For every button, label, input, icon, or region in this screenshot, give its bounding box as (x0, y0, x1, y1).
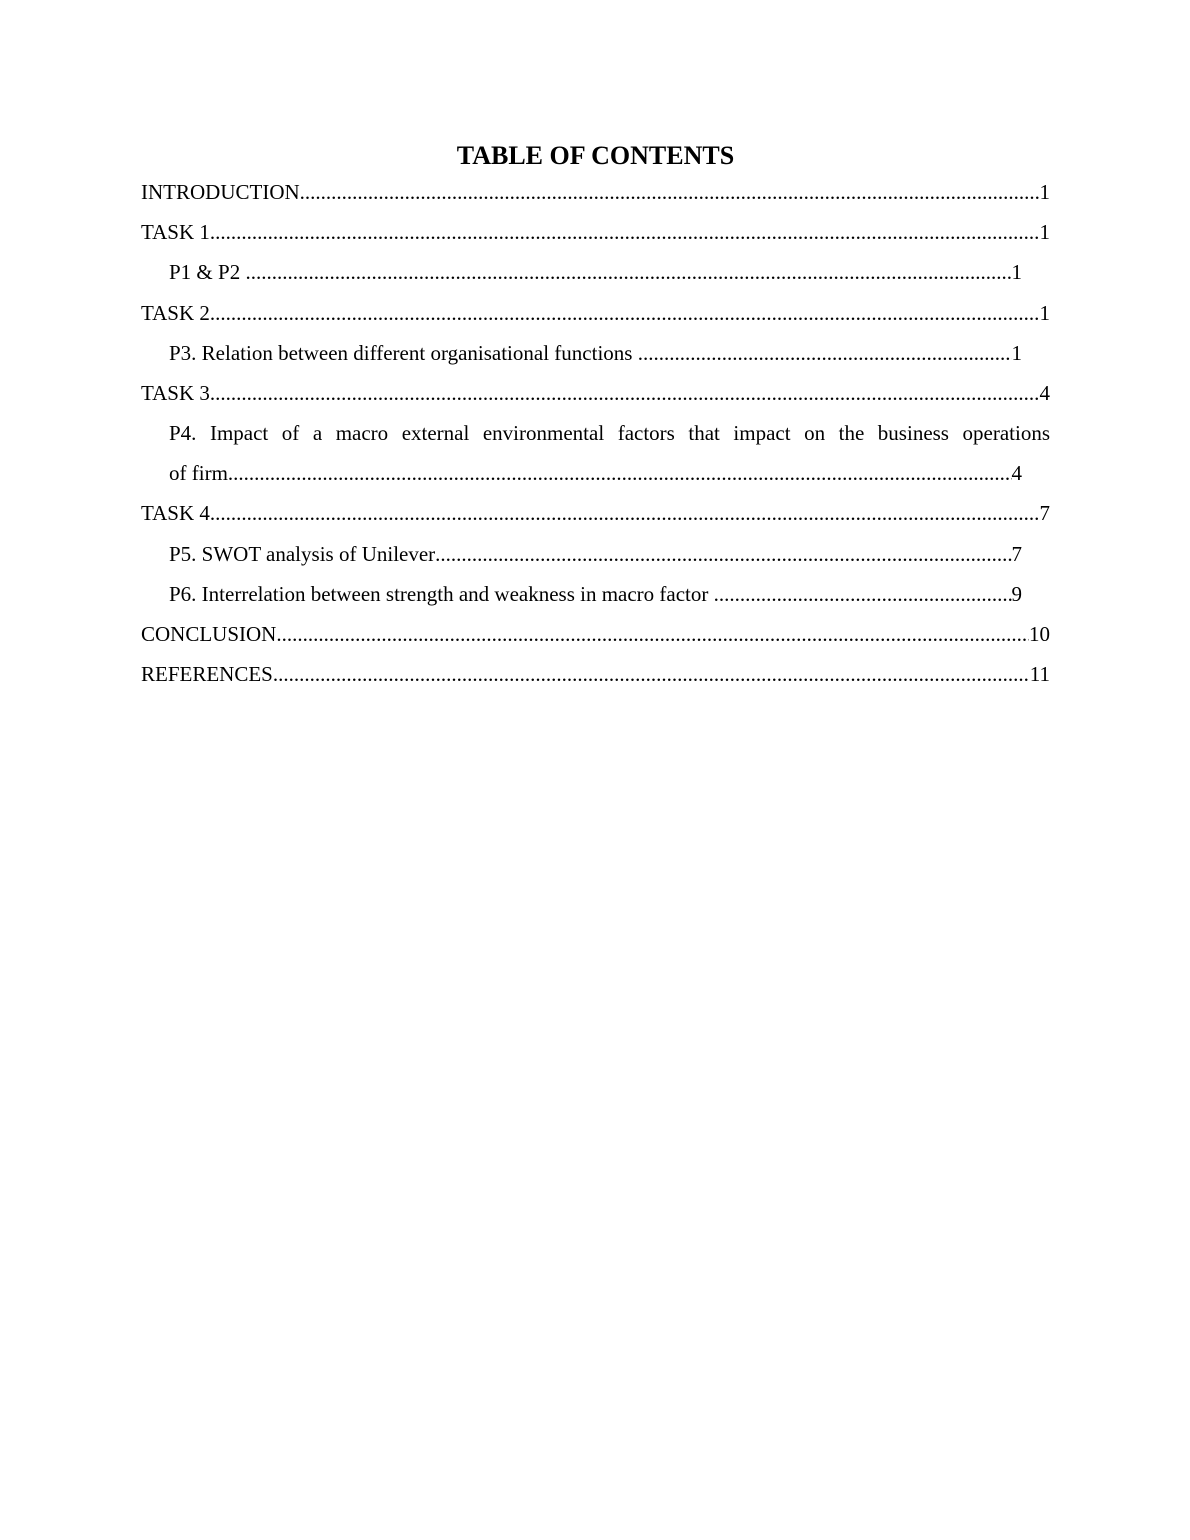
toc-leader-dots (210, 212, 1040, 252)
toc-leader-dots (435, 534, 1011, 574)
toc-page-number: 1 (1039, 220, 1050, 245)
toc-entry-task-4[interactable] (141, 494, 1050, 534)
toc-entry-label: TASK 1 (141, 220, 210, 245)
document-page (141, 140, 1050, 694)
toc-list (141, 172, 1050, 694)
toc-title: TABLE OF CONTENTS (456, 141, 735, 170)
toc-entry-p4[interactable] (169, 413, 1050, 493)
toc-entry-label: REFERENCES (141, 662, 273, 687)
toc-page-number: 1 (1011, 260, 1022, 285)
toc-page-number: 4 (1039, 380, 1050, 405)
toc-entry-task-3[interactable] (141, 373, 1050, 413)
toc-leader-dots (210, 293, 1040, 333)
toc-leader-dots (273, 654, 1030, 694)
toc-entry-p6[interactable] (169, 574, 1022, 614)
toc-entry-p1-p2[interactable] (169, 252, 1022, 292)
toc-entry-task-2[interactable] (141, 293, 1050, 333)
toc-page-number: 1 (1011, 340, 1022, 365)
toc-entry-label: TASK 4 (141, 501, 210, 526)
toc-page-number: 10 (1029, 622, 1050, 647)
toc-entry-label: TASK 2 (141, 300, 210, 325)
toc-entry-label-line2: of firm (169, 461, 228, 486)
toc-leader-dots (245, 252, 1011, 292)
toc-leader-dots (210, 494, 1040, 534)
toc-entry-p3[interactable] (169, 333, 1022, 373)
toc-entry-task-1[interactable] (141, 212, 1050, 252)
toc-entry-introduction[interactable] (141, 172, 1050, 212)
toc-entry-label: P3. Relation between different organisational functions (169, 340, 638, 365)
toc-entry-label-line1: P4. Impact of a macro external environmental factors that impact on the business operations (169, 421, 1050, 446)
toc-page-number: 1 (1039, 179, 1050, 204)
toc-entry-label: P5. SWOT analysis of Unilever (169, 541, 436, 566)
toc-page-number: 7 (1011, 541, 1022, 566)
toc-leader-dots (638, 333, 1012, 373)
toc-page-number: 7 (1039, 501, 1050, 526)
toc-entry-label: P1 & P2 (169, 260, 246, 285)
toc-leader-dots (228, 453, 1012, 493)
toc-leader-dots (300, 172, 1040, 212)
toc-page-number: 1 (1039, 300, 1050, 325)
toc-entry-line2 (169, 453, 1022, 493)
toc-page-number: 11 (1029, 662, 1050, 687)
toc-entry-label: P6. Interrelation between strength and weakness in macro factor (169, 581, 714, 606)
toc-entry-label: TASK 3 (141, 380, 210, 405)
toc-leader-dots (714, 574, 1012, 614)
toc-entry-p5[interactable] (169, 534, 1022, 574)
toc-entry-references[interactable] (141, 654, 1050, 694)
toc-entry-label: CONCLUSION (141, 622, 277, 647)
toc-entry-conclusion[interactable] (141, 614, 1050, 654)
toc-page-number: 4 (1011, 461, 1022, 486)
toc-entry-label: INTRODUCTION (141, 179, 300, 204)
toc-leader-dots (210, 373, 1040, 413)
toc-leader-dots (276, 614, 1029, 654)
toc-page-number: 9 (1011, 581, 1022, 606)
